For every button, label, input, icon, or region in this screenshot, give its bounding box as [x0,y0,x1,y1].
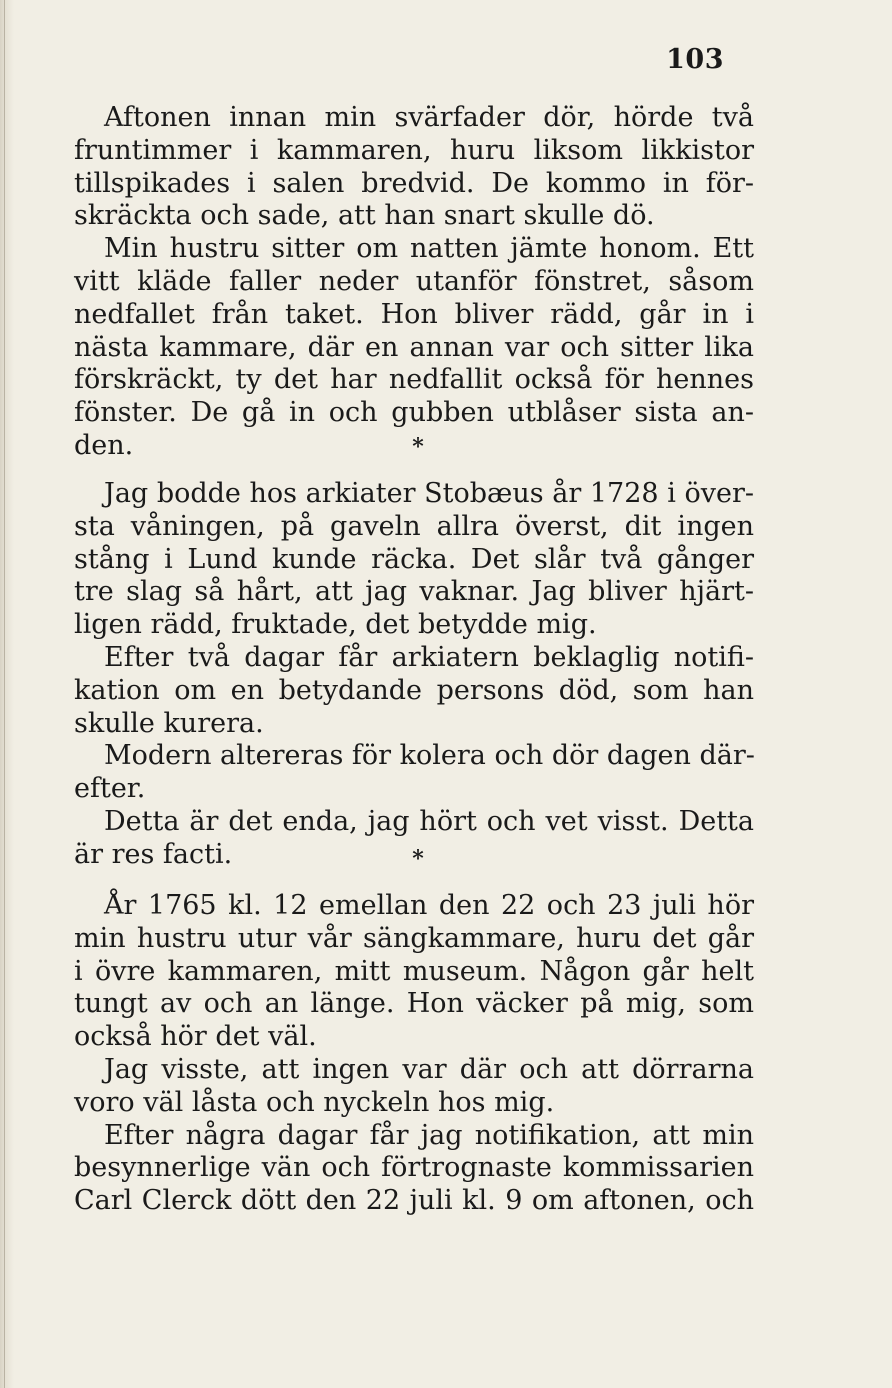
text-line: min hustru utur vår sängkammare, huru det går [74,922,754,954]
text-line: stång i Lund kunde räcka. Det slår två gånger [74,543,754,575]
text-line: Modern altereras för kolera och dör dagen där- [104,740,755,772]
text-line: Jag visste, att ingen var där och att dörrarna [104,1053,754,1085]
text-line: besynnerlige vän och förtrognaste kommissarien [74,1152,754,1184]
text-line: efter. [74,773,146,805]
text-line: Jag bodde hos arkiater Stobæus år 1728 i över- [104,478,754,509]
text-line: Carl Clerck dött den 22 juli kl. 9 om aftonen, och [74,1185,754,1217]
page-spine-shadow [0,0,14,1388]
text-line: nedfallet från taket. Hon bliver rädd, går in i [74,298,754,330]
paragraph-section-2 [74,478,754,872]
text-line: Detta är det enda, jag hört och vet visst. Detta [104,805,754,837]
text-line: tillspikades i salen bredvid. De kommo in för- [74,167,754,199]
page-number: 103 [666,44,724,75]
text-line: skräckta och sade, att han snart skulle dö. [74,200,655,232]
text-line: tre slag så hårt, att jag vaknar. Jag bliver hjärt- [74,576,754,608]
text-line: förskräckt, ty det har nedfallit också för hennes [74,364,754,396]
text-line: också hör det väl. [74,1021,317,1053]
text-line: den. [74,429,134,461]
page-edge-line [4,0,5,1388]
text-line: i övre kammaren, mitt museum. Någon går helt [74,955,754,987]
text-line: Efter två dagar får arkiatern beklaglig notifi- [104,641,754,673]
paragraph-section-3 [74,890,754,1218]
section-separator-asterisk: * [412,434,424,460]
text-line: är res facti. [74,838,233,870]
text-line: Aftonen innan min svärfader dör, hörde två [104,102,754,133]
text-line: vitt kläde faller neder utanför fönstret, såsom [74,265,754,297]
text-line: nästa kammare, där en annan var och sitter lika [74,331,754,363]
text-line: skulle kurera. [74,707,264,739]
text-line: sta våningen, på gaveln allra överst, dit ingen [74,510,754,542]
text-line: Efter några dagar får jag notifikation, att min [104,1119,754,1151]
paragraph-section-1 [74,102,754,463]
text-line: Min hustru sitter om natten jämte honom. Ett [104,233,754,265]
text-line: voro väl låsta och nyckeln hos mig. [74,1086,555,1118]
text-line: ligen rädd, fruktade, det betydde mig. [74,609,597,641]
text-line: År 1765 kl. 12 emellan den 22 och 23 juli hör [104,890,754,921]
text-line: fruntimmer i kammaren, huru liksom likkistor [74,134,754,166]
text-line: fönster. De gå in och gubben utblåser sista an- [74,397,754,429]
text-line: kation om en betydande persons död, som han [74,674,754,706]
section-separator-asterisk: * [412,846,424,872]
text-line: tungt av och an länge. Hon väcker på mig, som [74,988,754,1020]
